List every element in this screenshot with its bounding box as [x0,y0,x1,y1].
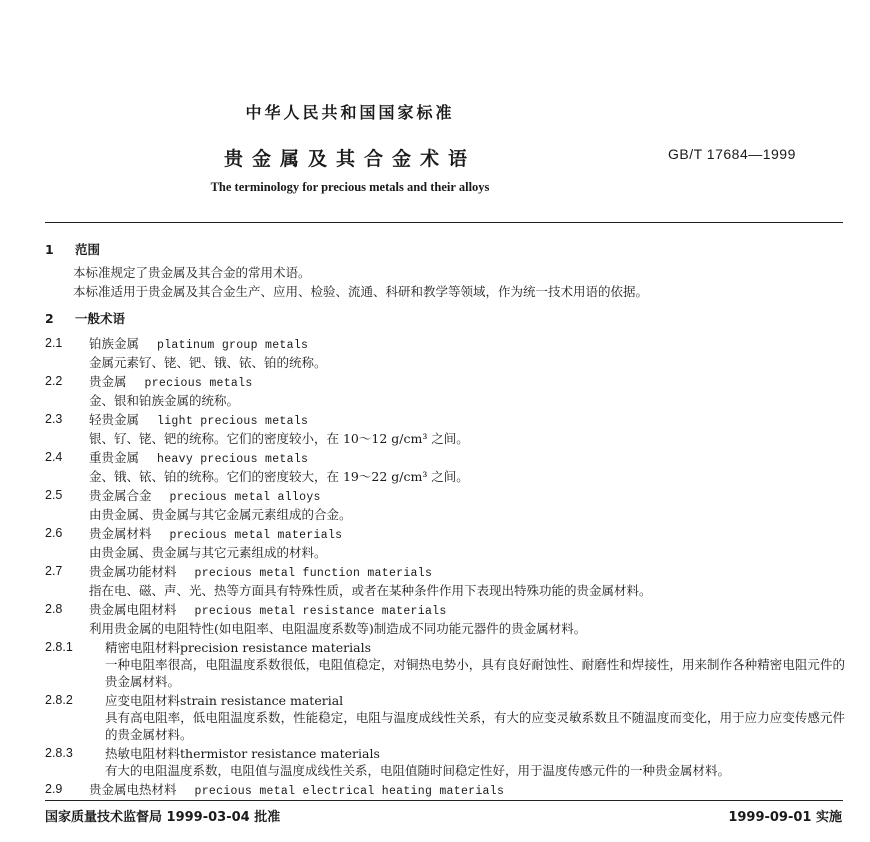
term-entry [45,373,845,409]
term-english: thermistor resistance materials [180,746,380,761]
section-number: 2 [45,311,54,326]
term-entry [45,335,845,371]
term-number: 2.7 [45,564,63,578]
term-definition: 具有高电阻率，低电阻温度系数，性能稳定，电阻与温度成线性关系，有大的应变灵敏系数且不随温度而变化，用于应力应变传感元件的贵金属材料。 [105,710,845,742]
term-chinese: 贵金属电热材料 [89,782,177,797]
term-number: 2.3 [45,412,63,426]
term-english: precious metal function materials [194,567,433,580]
term-entry [45,525,845,561]
term-chinese: 重贵金属 [89,450,140,465]
term-english: light precious metals [157,415,309,428]
scope-paragraph-2: 本标准适用于贵金属及其合金生产、应用、检验、流通、科研和教学等领域，作为统一技术用语的依据。 [73,284,649,299]
standard-title-chinese: 贵金属及其合金术语 [223,148,476,170]
term-entry [45,411,845,447]
term-definition: 一种电阻率很高，电阻温度系数很低，电阻值稳定，对铜热电势小，具有良好耐蚀性、耐磨性和焊接性，用来制作各种精密电阻元件的贵金属材料。 [105,657,845,689]
term-number: 2.6 [45,526,63,540]
term-number: 2.8.2 [45,693,73,707]
term-chinese: 应变电阻材料 [105,693,181,708]
term-english: platinum group metals [157,339,309,352]
term-chinese: 热敏电阻材料 [105,746,181,761]
term-entry [45,449,845,485]
implementation-date: 1999-09-01 实施 [728,810,842,825]
term-english: heavy precious metals [157,453,309,466]
document-body [45,238,845,800]
standard-title-english: The terminology for precious metals and their alloys [210,180,490,194]
term-definition: 由贵金属、贵金属与其它金属元素组成的合金。 [89,507,352,522]
term-definition: 利用贵金属的电阻特性(如电阻率、电阻温度系数等)制造成不同功能元器件的贵金属材料。 [89,621,587,636]
term-definition: 金、锇、铱、铂的统称。它们的密度较大，在 19～22 g/cm³ 之间。 [89,469,469,484]
term-entry [45,563,845,599]
term-chinese: 贵金属材料 [89,526,152,541]
term-chinese: 贵金属电阻材料 [89,602,177,617]
term-number: 2.8.1 [45,640,73,654]
term-definition: 指在电、磁、声、光、热等方面具有特殊性质，或者在某种条件作用下表现出特殊功能的贵金属材料。 [89,583,652,598]
term-entry [45,601,845,637]
term-number: 2.1 [45,336,63,350]
national-standard-title: 中华人民共和国国家标准 [245,103,455,122]
header-divider [45,222,843,223]
term-entry [45,487,845,523]
term-english: precious metals [144,377,253,390]
term-chinese: 精密电阻材料 [105,640,181,655]
section-title: 一般术语 [74,311,125,326]
term-english: precision resistance materials [180,640,372,655]
term-chinese: 铂族金属 [89,336,140,351]
term-english: precious metal materials [169,529,343,542]
section-1-heading [45,241,845,258]
scope-paragraph-1: 本标准规定了贵金属及其合金的常用术语。 [73,265,311,280]
section-2-heading [45,310,845,327]
term-definition: 金属元素钌、铑、钯、锇、铱、铂的统称。 [89,355,327,370]
subterm-entry [45,639,845,690]
term-chinese: 贵金属功能材料 [89,564,177,579]
term-english: precious metal resistance materials [194,605,447,618]
footer-divider [45,800,843,801]
term-number: 2.4 [45,450,63,464]
section-number: 1 [45,242,54,257]
approval-info: 国家质量技术监督局 1999-03-04 批准 [45,810,281,825]
term-number: 2.8.3 [45,746,73,760]
term-definition: 由贵金属、贵金属与其它元素组成的材料。 [89,545,327,560]
term-definition: 金、银和铂族金属的统称。 [89,393,240,408]
term-english: precious metal alloys [169,491,321,504]
term-number: 2.8 [45,602,63,616]
term-number: 2.5 [45,488,63,502]
subterm-entry [45,745,845,779]
term-chinese: 轻贵金属 [89,412,140,427]
term-number: 2.2 [45,374,63,388]
term-definition: 有大的电阻温度系数，电阻值与温度成线性关系，电阻值随时间稳定性好，用于温度传感元件的一种贵金属材料。 [105,763,731,778]
term-chinese: 贵金属合金 [89,488,152,503]
term-english: strain resistance material [180,693,344,708]
section-title: 范围 [74,242,100,257]
standard-code: GB/T 17684—1999 [668,146,796,162]
term-chinese: 贵金属 [89,374,127,389]
term-number: 2.9 [45,782,63,796]
term-entry [45,781,845,800]
term-english: precious metal electrical heating materials [194,785,505,798]
term-definition: 银、钌、铑、钯的统称。它们的密度较小，在 10～12 g/cm³ 之间。 [89,431,469,446]
subterm-entry [45,692,845,743]
